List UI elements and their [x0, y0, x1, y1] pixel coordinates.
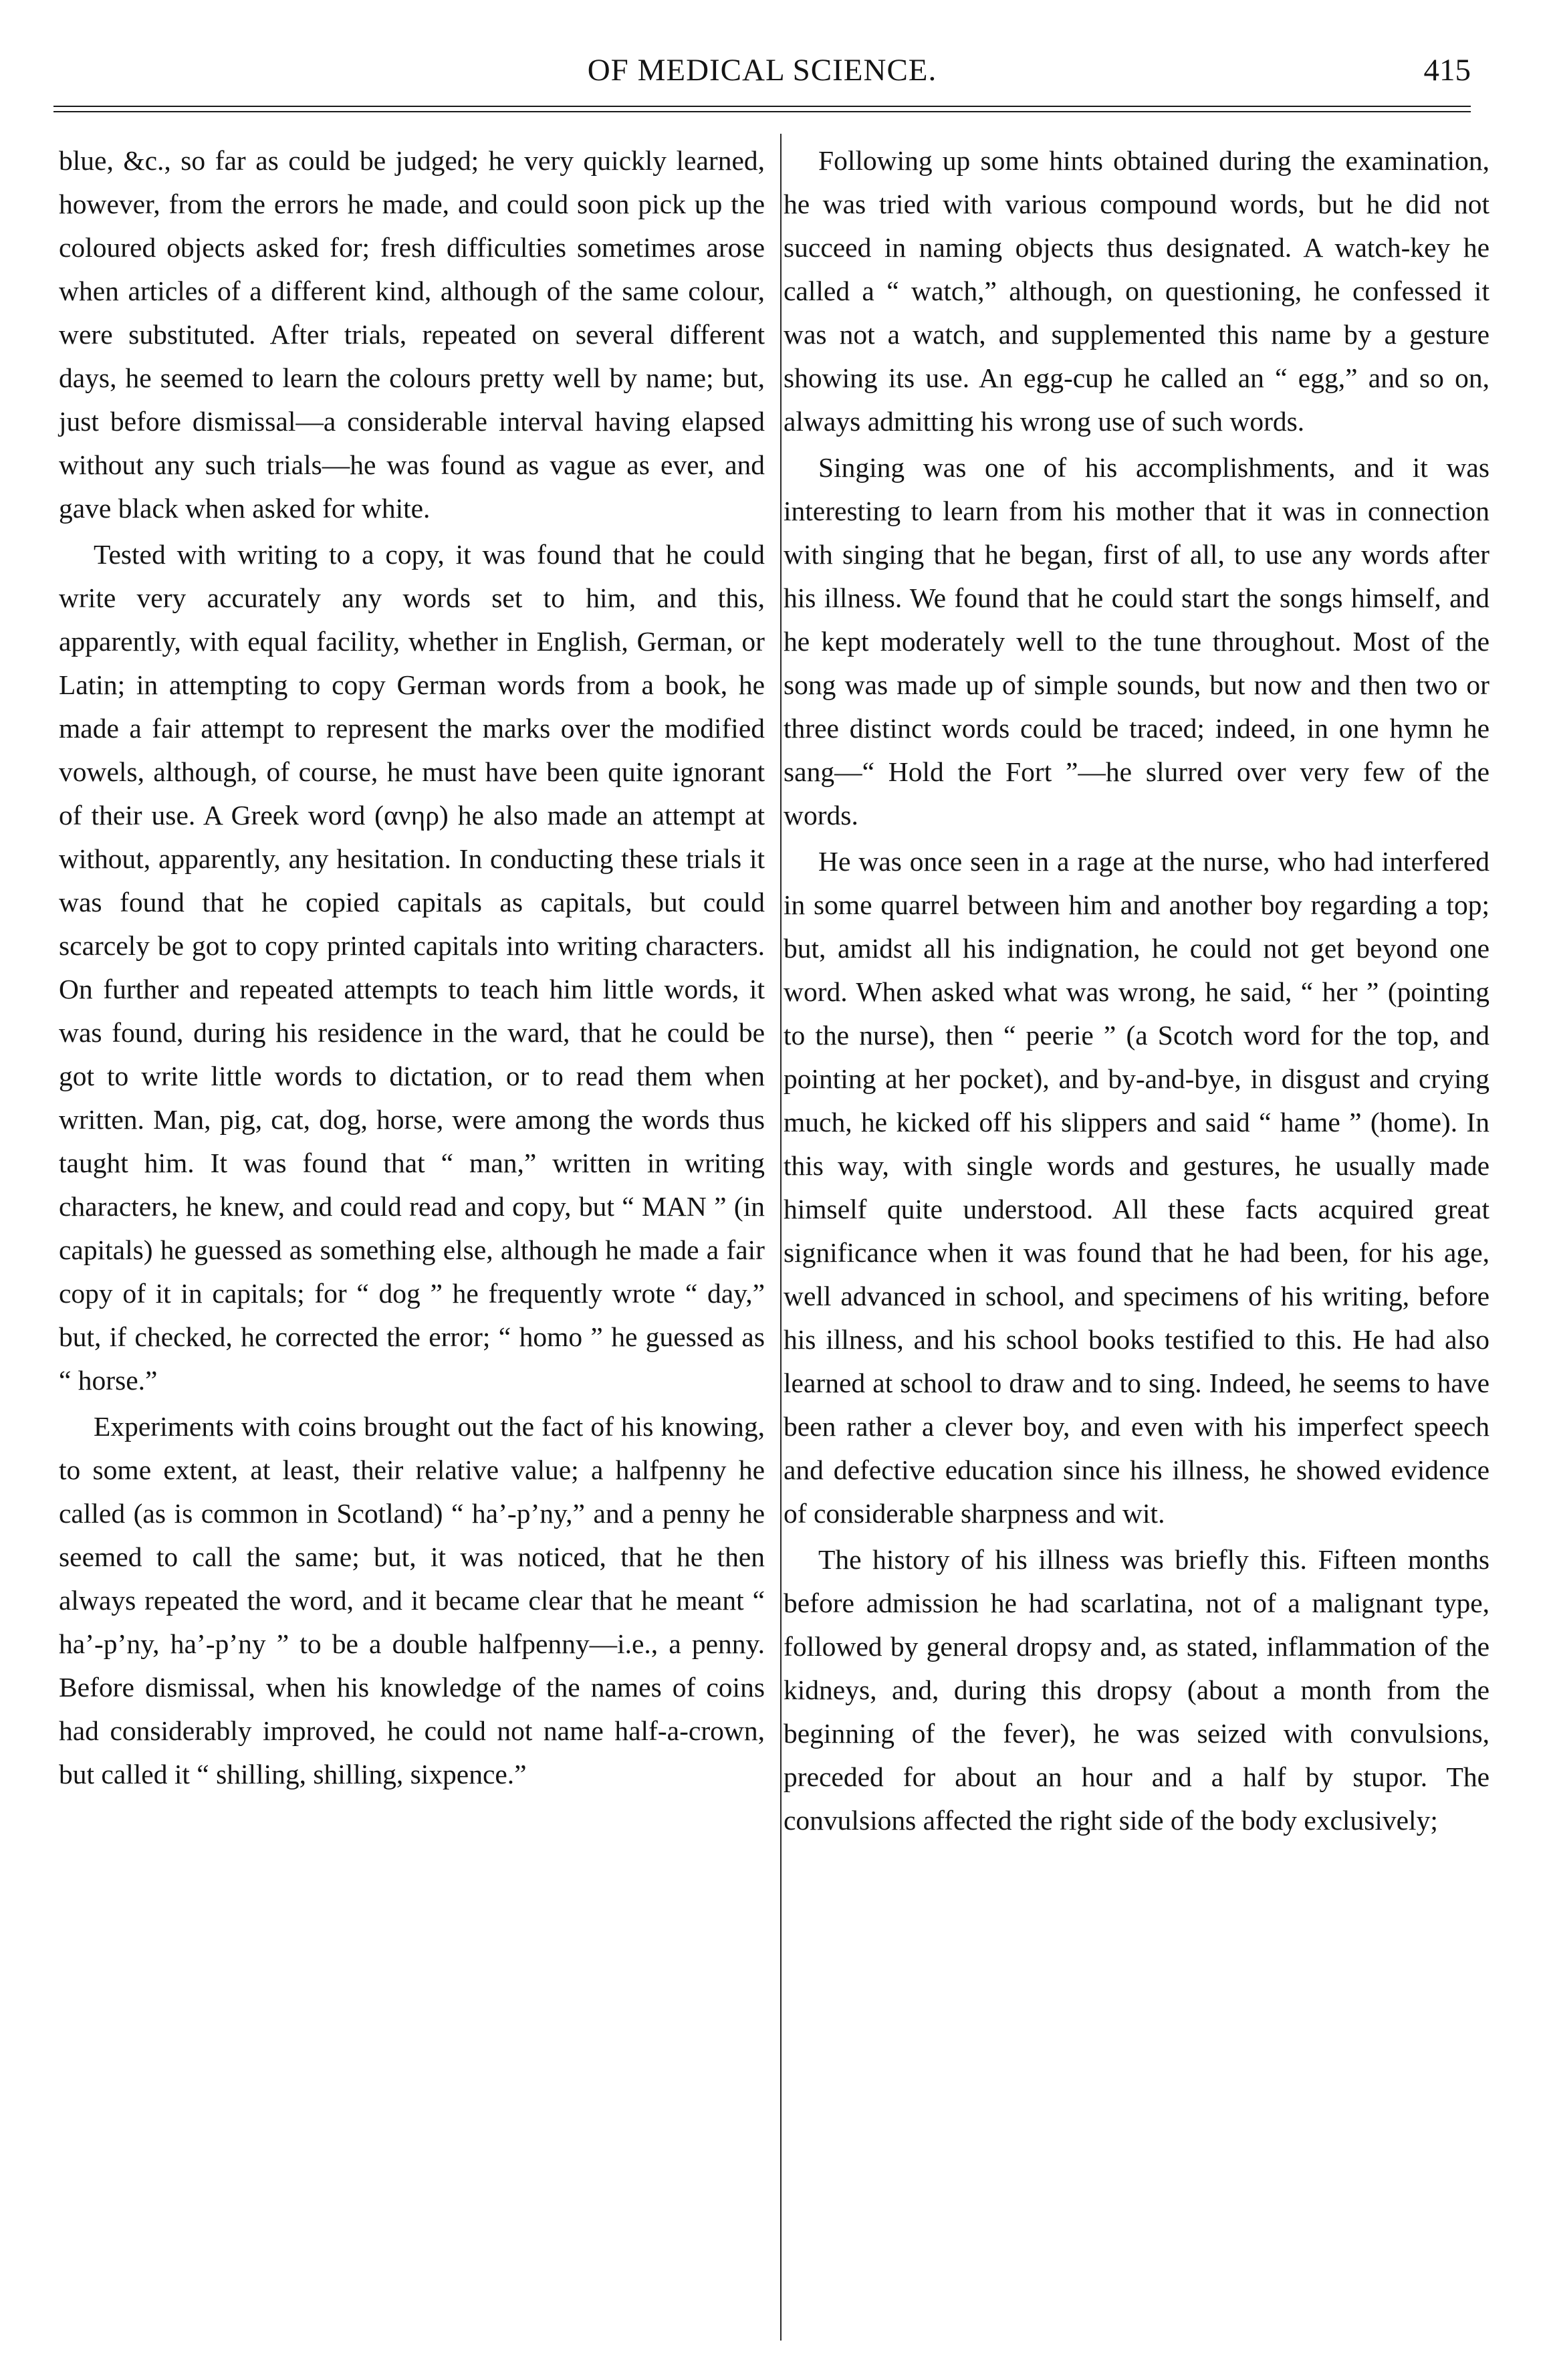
paragraph: He was once seen in a rage at the nurse, who had interfered in some quarrel between him and another boy regarding a top; but, amidst all his indignation, he could not get beyond one word. When asked what was wrong, he said, “ her ” (pointing to the nurse), then “ peerie ” (a Scotch word for the top, and pointing at her pocket), and by-and-bye, in disgust and crying much, he kicked off his slippers and said “ hame ” (home). In this way, with single words and gestures, he usually made himself quite understood. All these facts acquired great significance when it was found that he had been, for his age, well advanced in school, and specimens of his writing, before his illness, and his school books testified to this. He had also learned at school to draw and to sing. Indeed, he seems to have been rather a clever boy, and even with his imperfect speech and defective education since his illness, he showed evidence of considerable sharpness and wit. — [784, 846, 1489, 1529]
paragraph: blue, &c., so far as could be judged; he very quickly learned, however, from the errors he made, and could soon pick up the coloured objects asked for; fresh difficulties sometimes arose when articles of a different kind, although of the same colour, were substituted. After trials, repeated on several different days, he seemed to learn the colours pretty well by name; but, just before dismissal—a considerable interval having elapsed without any such trials—he was found as vague as ever, and gave black when asked for white. — [59, 145, 765, 524]
page-number: 415 — [1423, 53, 1471, 88]
left-column — [59, 139, 765, 1799]
right-column — [784, 139, 1489, 1845]
paragraph: Experiments with coins brought out the fact of his knowing, to some extent, at least, their relative value; a halfpenny he called (as is common in Scotland) “ ha’-p’ny,” and a penny he seemed to call the same; but, it was noticed, that he then always repeated the word, and it became clear that he meant “ ha’-p’ny, ha’-p’ny ” to be a double halfpenny—i.e., a penny. Before dismissal, when his knowledge of the names of coins had considerably improved, he could not name half-a-crown, but called it “ shilling, shilling, sixpence.” — [59, 1411, 765, 1790]
header-rule-bottom — [53, 111, 1471, 112]
header-rule-top — [53, 106, 1471, 107]
page-title: OF MEDICAL SCIENCE. — [587, 53, 937, 88]
paragraph: Singing was one of his accomplishments, and it was interesting to learn from his mother that it was in connection with singing that he began, first of all, to use any words after his illness. We found that he could start the songs himself, and he kept moderately well to the tune throughout. Most of the song was made up of simple sounds, but now and then two or three distinct words could be traced; indeed, in one hymn he sang—“ Hold the Fort ”—he slurred over very few of the words. — [784, 452, 1489, 831]
column-divider — [780, 134, 782, 2341]
paragraph: Following up some hints obtained during the examination, he was tried with various compound words, but he did not succeed in naming objects thus designated. A watch-key he called a “ watch,” although, on questioning, he confessed it was not a watch, and supplemented this name by a gesture showing its use. An egg-cup he called an “ egg,” and so on, always admitting his wrong use of such words. — [784, 145, 1489, 437]
paragraph: Tested with writing to a copy, it was found that he could write very accurately any words set to him, and this, apparently, with equal facility, whether in English, German, or Latin; in attempting to copy German words from a book, he made a fair attempt to represent the marks over the modified vowels, although, of course, he must have been quite ignorant of their use. A Greek word (ανηρ) he also made an attempt at without, apparently, any hesitation. In conducting these trials it was found that he copied capitals as capitals, but could scarcely be got to copy printed capitals into writing characters. On further and repeated attempts to teach him little words, it was found, during his residence in the ward, that he could be got to write little words to dictation, or to read them when written. Man, pig, cat, dog, horse, were among the words thus taught him. It was found that “ man,” written in writing characters, he knew, and could read and copy, but “ MAN ” (in capitals) he guessed as something else, although he made a fair copy of it in capitals; for “ dog ” he frequently wrote “ day,” but, if checked, he corrected the error; “ homo ” he guessed as “ horse.” — [59, 539, 765, 1396]
paragraph: The history of his illness was briefly this. Fifteen months before admission he had scarlatina, not of a malignant type, followed by general dropsy and, as stated, inflammation of the kidneys, and, during this dropsy (about a month from the beginning of the fever), he was seized with convulsions, preceded for about an hour and a half by stupor. The convulsions affected the right side of the body exclusively; — [784, 1544, 1489, 1836]
running-head — [53, 47, 1471, 94]
